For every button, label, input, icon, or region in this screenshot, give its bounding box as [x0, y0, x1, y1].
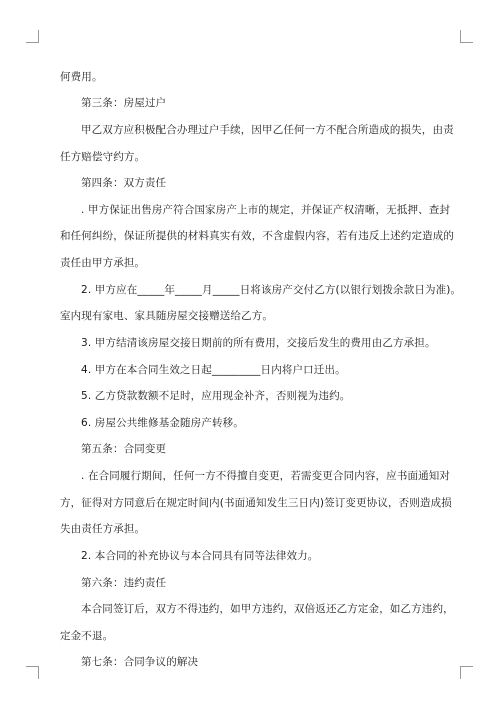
paragraph-line: 2. 本合同的补充协议与本合同具有同等法律效力。	[81, 550, 319, 562]
section-heading: 第六条：违约责任	[81, 577, 167, 589]
paragraph-line: 任方赔偿守约方。	[60, 151, 146, 163]
crop-mark-bottom-left	[26, 666, 39, 679]
paragraph-line: 定金不退。	[60, 630, 114, 642]
paragraph-line: 6. 房屋公共维修基金随房产转移。	[81, 417, 244, 429]
section-heading: 第七条：合同争议的解决	[81, 656, 199, 668]
section-heading: 第五条：合同变更	[81, 443, 167, 455]
paragraph-line: 和任何纠纷，保证所提供的材料真实有效，不含虚假内容，若有违反上述约定造成的	[60, 230, 455, 242]
paragraph-line: . 甲方保证出售房产符合国家房产上市的规定，并保证产权清晰，无抵押、查封	[81, 204, 451, 216]
paragraph-line: 失由责任方承担。	[60, 523, 146, 535]
section-heading: 第四条：双方责任	[81, 177, 167, 189]
paragraph-line: 3. 甲方结清该房屋交接日期前的所有费用，交接后发生的费用由乙方承担。	[81, 337, 436, 349]
paragraph-line: 5. 乙方贷款数额不足时，应用现金补齐，否则视为违约。	[81, 390, 351, 402]
paragraph-line: 本合同签订后，双方不得违约，如甲方违约，双倍返还乙方定金，如乙方违约，	[81, 603, 454, 615]
crop-mark-top-left	[26, 30, 39, 43]
paragraph-line: 甲乙双方应积极配合办理过户手续，因甲乙任何一方不配合所造成的损失，由责	[81, 124, 454, 136]
paragraph-line: 室内现有家电、家具随房屋交接赠送给乙方。	[60, 310, 273, 322]
crop-mark-bottom-right	[460, 666, 473, 679]
section-heading: 第三条：房屋过户	[81, 97, 167, 109]
paragraph-line: 方，征得对方同意后在规定时间内(书面通知发生三日内)签订变更协议，否则造成损	[60, 497, 452, 509]
crop-mark-top-right	[460, 30, 473, 43]
paragraph-line: 4. 甲方在本合同生效之日起_________日内将户口迁出。	[81, 364, 346, 376]
paragraph-line: 2. 甲方应在_____年_____月_____日将该房产交付乙方(以银行划拨余款日为准)。	[81, 284, 462, 296]
paragraph-line: . 在合同履行期间，任何一方不得擅自变更，若需变更合同内容，应书面通知对	[81, 470, 451, 482]
paragraph-line: 何费用。	[60, 71, 103, 83]
paragraph-line: 责任由甲方承担。	[60, 257, 146, 269]
